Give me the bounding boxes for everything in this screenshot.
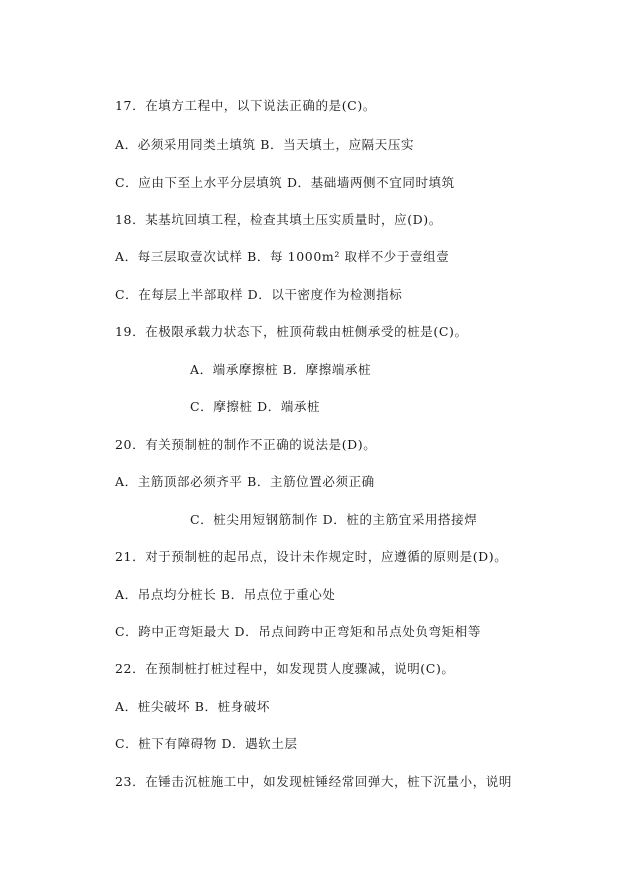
question-18: 18．某基坑回填工程，检查其填土压实质量时，应(D)。: [115, 212, 442, 227]
question-18-options-ab: A．每三层取壹次试样 B．每 1000m² 取样不少于壹组壹: [115, 249, 450, 264]
question-17-options-cd: C．应由下至上水平分层填筑 D．基础墙两侧不宜同时填筑: [115, 175, 455, 190]
question-21: 21．对于预制桩的起吊点，设计未作规定时，应遵循的原则是(D)。: [115, 549, 508, 564]
question-17-options-ab: A．必须采用同类土填筑 B．当天填土，应隔天压实: [115, 137, 415, 152]
question-22: 22．在预制桩打桩过程中，如发现贯人度骤减，说明(C)。: [115, 661, 455, 676]
question-19-options-ab: A．端承摩擦桩 B．摩擦端承桩: [190, 362, 372, 377]
question-20-options-ab: A．主筋顶部必须齐平 B．主筋位置必须正确: [115, 474, 375, 489]
question-20-options-cd: C．桩尖用短钢筋制作 D．桩的主筋宜采用搭接焊: [190, 512, 478, 527]
question-21-options-ab: A．吊点均分桩长 B．吊点位于重心处: [115, 587, 336, 602]
question-22-options-ab: A．桩尖破坏 B．桩身破坏: [115, 699, 270, 714]
question-17: 17．在填方工程中，以下说法正确的是(C)。: [115, 98, 376, 113]
question-19-options-cd: C．摩擦桩 D．端承桩: [190, 399, 321, 414]
question-23: 23．在锤击沉桩施工中，如发现桩锤经常回弹大，桩下沉量小，说明: [115, 774, 513, 789]
question-21-options-cd: C．跨中正弯矩最大 D．吊点间跨中正弯矩和吊点处负弯矩相等: [115, 624, 481, 639]
question-20: 20．有关预制桩的制作不正确的说法是(D)。: [115, 437, 377, 452]
question-22-options-cd: C．桩下有障碍物 D．遇软土层: [115, 736, 298, 751]
question-18-options-cd: C．在每层上半部取样 D．以干密度作为检测指标: [115, 287, 403, 302]
question-19: 19．在极限承载力状态下，桩顶荷载由桩侧承受的桩是(C)。: [115, 324, 468, 339]
